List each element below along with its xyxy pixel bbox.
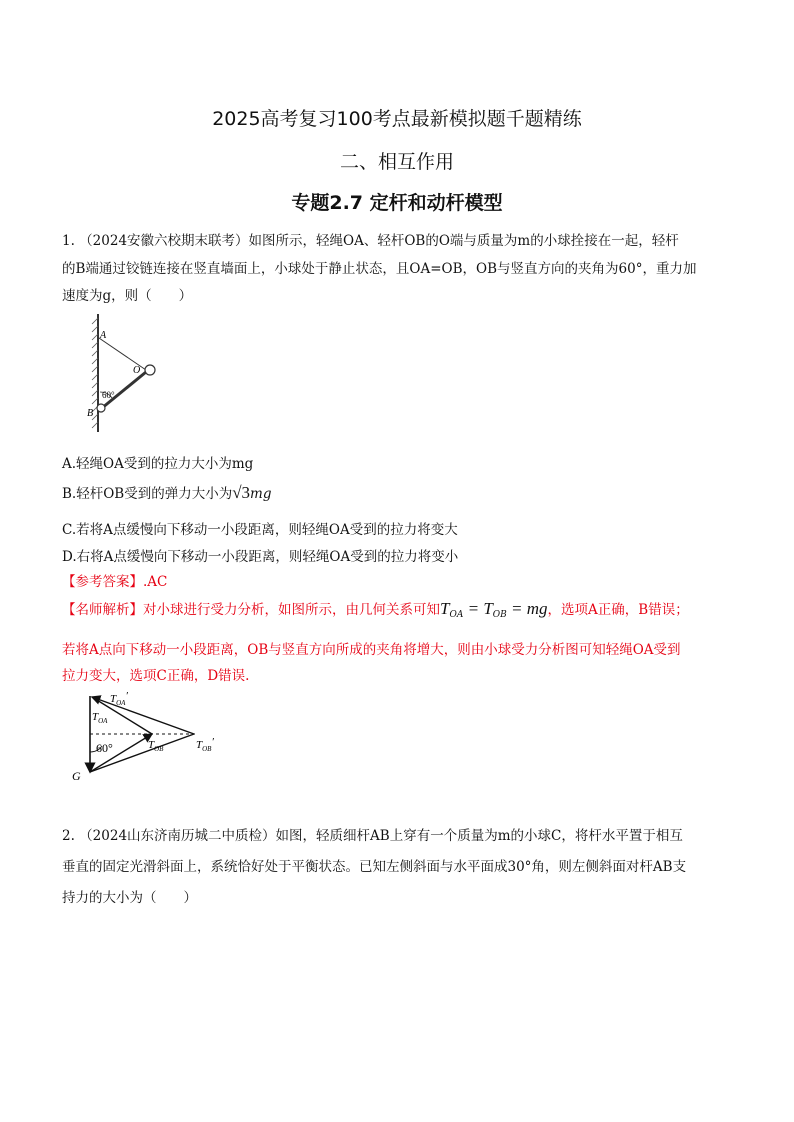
q1-option-b-suffix: mg [250,486,272,502]
label-angle: 60° [102,390,115,400]
q1-option-b-sqrt: √3 [232,483,251,502]
force-diagram [66,686,236,788]
q1-option-a: A.轻绳OA受到的拉力大小为mg [62,456,254,472]
q1-analysis-sub1: OA [449,610,464,620]
q1-stem-line2: 的B端通过铰链连接在竖直墙面上，小球处于静止状态，且OA=OB，OB与竖直方向的夹角为60°，重力加 [62,261,697,277]
q1-analysis-sub2: OB [492,610,507,620]
q1-analysis-tail: ，选项A正确，B错误； [547,602,689,618]
q1-figure [86,312,166,436]
q1-analysis-end: = mg [506,599,548,618]
topic-title: 专题2.7 定杆和动杆模型 [291,192,503,214]
label-toa-prime: $T_{OA}'$ [110,690,128,707]
q1-option-b [62,482,272,503]
q1-option-c: C.若将A点缓慢向下移动一小段距离，则轻绳OA受到的拉力将变大 [62,522,458,538]
label-b: B [87,408,94,419]
q2-stem-line1: 2. （2024山东济南历城二中质检）如图，轻质细杆AB上穿有一个质量为m的小球C，将杆水平置于相互 [62,828,683,844]
q1-analysis-prefix: 【名师解析】对小球进行受力分析，如图所示，由几何关系可知 [62,602,440,618]
q1-analysis-line3: 拉力变大，选项C正确，D错误. [62,668,250,684]
q1-analysis-line1 [62,598,689,620]
label-force-angle: 60° [96,741,113,755]
q1-option-b-prefix: B.轻杆OB受到的弹力大小为 [62,486,233,502]
q1-analysis-line2: 若将A点向下移动一小段距离，OB与竖直方向所成的夹角将增大，则由小球受力分析图可知轻绳OA受到 [62,642,681,658]
doc-title: 2025高考复习100考点最新模拟题千题精练 [212,108,582,130]
label-o: O [133,365,141,376]
label-a: A [100,330,107,341]
chapter-title: 二、相互作用 [339,151,454,173]
q1-answer: 【参考答案】.AC [62,574,168,590]
q1-option-d: D.右将A点缓慢向下移动一小段距离，则轻绳OA受到的拉力将变小 [62,549,459,565]
q2-stem-line3: 持力的大小为（ ） [62,890,197,906]
q2-stem-line2: 垂直的固定光滑斜面上，系统恰好处于平衡状态。已知左侧斜面与水平面成30°角，则左侧斜面对杆AB支 [62,859,687,875]
q1-analysis-mid: = T [463,599,493,618]
q1-stem-line1: 1. （2024安徽六校期末联考）如图所示，轻绳OA、轻杆OB的O端与质量为m的小球拴接在一起，轻杆 [62,233,679,249]
q1-analysis-t1: T [440,599,450,618]
label-g: G [72,769,81,783]
label-toa: $T_{OA}$ [92,711,108,725]
label-tob-prime: $T_{OB}'$ [196,736,214,753]
label-tob: $T_{OB}$ [148,739,164,753]
q1-stem-line3: 速度为g，则（ ） [62,288,193,304]
